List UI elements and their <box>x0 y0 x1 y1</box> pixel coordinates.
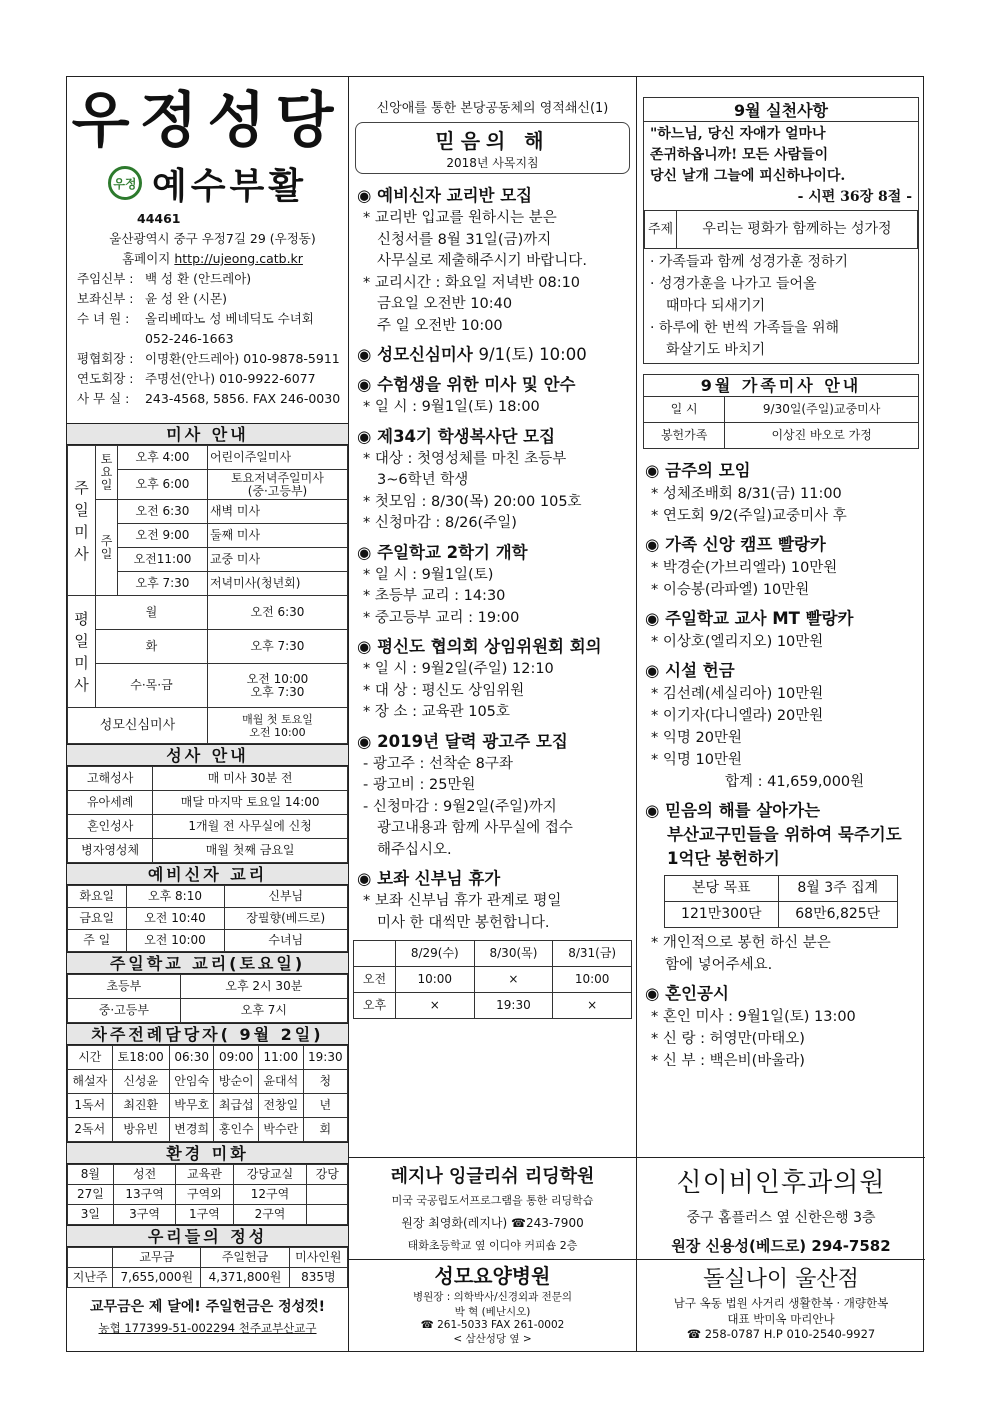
notice-line: 해주십시오. <box>377 841 452 858</box>
notice-line: * 이승봉(라파엘) 10만원 <box>651 582 810 598</box>
offering-heading: 우리들의 정성 <box>67 1225 348 1247</box>
quote-line: "하느님, 당신 자애가 얼마나 <box>650 126 826 142</box>
notice-line: * 대 상 : 평신도 상임위원 <box>363 682 525 699</box>
notice-line: 광고내용과 함께 사무실에 접수 <box>377 820 573 836</box>
theme-label: 주제 <box>645 211 677 249</box>
notice-line: * 박경순(가브리엘라) 10만원 <box>651 560 838 576</box>
offering-note: 교무금은 제 달에! 주일헌금은 정성껏! <box>89 1299 326 1315</box>
liturgy-cell: 홍인수 <box>214 1118 259 1142</box>
notice-line: - 광고주 : 선착순 8구좌 <box>363 755 513 772</box>
mass-name: 토요저녁주일미사 (중·고등부) <box>207 470 347 500</box>
bullet-line: 때마다 되새기기 <box>666 298 766 314</box>
liturgy-cell: 해설자 <box>68 1070 113 1094</box>
sacrament-cell: 매 미사 30분 전 <box>153 767 348 791</box>
family-cell: 봉헌가족 <box>644 423 725 449</box>
facility-total: 합계 : 41,659,000원 <box>725 774 865 790</box>
offering-table <box>67 1247 348 1288</box>
mass-name: 둘째 미사 <box>207 524 347 548</box>
vacation-cell: × <box>395 993 474 1019</box>
catechumen-cell: 금요일 <box>68 908 127 930</box>
notice-title: ◉ 성모신심미사 9/1(토) 10:00 <box>357 345 587 364</box>
practice-title: 9월 실천사항 <box>644 98 918 122</box>
mass-time: 오후 7:30 <box>118 572 208 596</box>
vacation-cell: 8/30(목) <box>474 941 553 967</box>
subtitle: 예수부활 <box>151 164 308 207</box>
liturgy-cell: 회 <box>303 1118 347 1142</box>
sat-label: 토 요 일 <box>96 446 118 500</box>
staff-row: 052-246-1663 <box>141 331 234 346</box>
env-cell: 8월 <box>68 1165 114 1185</box>
staff-row: 주임신부 : 백 성 환 (안드레아) <box>77 271 252 286</box>
env-cell: 27일 <box>68 1185 114 1205</box>
env-cell: 구역외 <box>176 1185 233 1205</box>
bulletin-page <box>66 76 924 1352</box>
liturgy-cell: 박무호 <box>169 1094 214 1118</box>
sacrament-cell: 혼인성사 <box>68 815 153 839</box>
liturgy-cell: 전창일 <box>259 1094 304 1118</box>
subtitle-row <box>67 157 348 209</box>
mass-name: 저녁미사(청년회) <box>207 572 347 596</box>
env-cell: 강당교실 <box>233 1165 307 1185</box>
weekday-time: 오전 10:00 오후 7:30 <box>207 664 347 708</box>
notice-line: * 이상호(엘리지오) 10만원 <box>651 634 824 650</box>
notice-line: * 성체조배회 8/31(금) 11:00 <box>651 486 842 502</box>
weekday-time: 오전 6:30 <box>207 596 347 630</box>
ad-hanbok <box>637 1259 925 1351</box>
practice-box <box>643 97 919 364</box>
rosary-title: 1억단 봉헌하기 <box>667 849 780 868</box>
notice-line: * 익명 10만원 <box>651 752 742 768</box>
homepage-row <box>77 249 348 269</box>
quote <box>644 122 918 210</box>
catechumen-cell: 오후 8:10 <box>126 886 224 908</box>
clinic-location: 중구 홈플러스 옆 신한은행 3층 <box>686 1210 876 1226</box>
ad1-contact: 원장 최영화(레지나) ☎243-7900 <box>401 1216 584 1230</box>
staff-row: 사 무 실 : 243-4568, 5856. FAX 246-0030 <box>77 391 341 406</box>
vacation-cell: 19:30 <box>474 993 553 1019</box>
banner: 신앙애를 통한 본당공동체의 영적쇄신(1) <box>376 101 609 116</box>
offering-cell: 지난주 <box>68 1268 113 1288</box>
ad1-location: 태화초등학교 옆 이디야 커피숍 2층 <box>407 1239 578 1252</box>
liturgy-cell: 11:00 <box>259 1046 304 1070</box>
sunday-school-cell: 초등부 <box>68 975 181 999</box>
notice-title: ◉ 금주의 모임 <box>645 461 751 480</box>
vacation-cell: 오전 <box>354 967 396 993</box>
ad2-location: < 삼산성당 옆 > <box>453 1333 532 1345</box>
mass-name: 새벽 미사 <box>207 500 347 524</box>
church-info <box>67 209 348 409</box>
notice-line: * 일 시 : 9월2일(주일) 12:10 <box>363 661 554 677</box>
middle-column <box>349 77 637 1351</box>
sunday-label: 주 일 미 사 <box>68 446 96 596</box>
catechumen-cell: 오전 10:00 <box>126 930 224 952</box>
env-cell: 강당 <box>307 1165 348 1185</box>
staff-row: 평협회장 : 이명환(안드레아) 010-9878-5911 <box>77 351 340 366</box>
liturgy-cell: 청 <box>303 1070 347 1094</box>
rosary-title: ◉ 믿음의 해를 살아가는 <box>645 801 821 820</box>
catechumen-cell: 신부님 <box>224 886 347 908</box>
notice-line: * 교리반 입교를 원하시는 분은 <box>363 210 557 226</box>
liturgy-cell: 토18:00 <box>112 1046 169 1070</box>
mass-table <box>67 445 348 744</box>
rosary-header: 본당 목표 <box>665 876 778 902</box>
notice-line: * 신 랑 : 허영만(마태오) <box>651 1031 805 1047</box>
hanbok-owner: 대표 박미옥 마리안나 <box>727 1312 835 1326</box>
clinic-name: 신이비인후과의원 <box>676 1168 886 1198</box>
rosary-title: 부산교구민들을 위하여 묵주기도 <box>667 825 902 844</box>
weekday-day: 수·목·금 <box>96 664 208 708</box>
family-table <box>643 396 919 449</box>
notice-line: 함에 넣어주세요. <box>665 957 773 973</box>
notice-line: 사무실로 제출해주시기 바랍니다. <box>377 253 587 269</box>
church-title: 우정성당 <box>71 86 344 156</box>
notice-title: ◉ 2019년 달력 광고주 모집 <box>357 731 568 751</box>
env-cell: 12구역 <box>233 1185 307 1205</box>
notice-title: ◉ 예비신자 교리반 모집 <box>357 186 533 205</box>
notice-title: ◉ 평신도 협의회 상임위원회 회의 <box>357 637 602 656</box>
mass-time: 오전11:00 <box>118 548 208 572</box>
hanbok-phone: ☎ 258-0787 H.P 010-2540-9927 <box>686 1327 876 1341</box>
liturgy-cell: 09:00 <box>214 1046 259 1070</box>
env-cell <box>307 1205 348 1225</box>
homepage-label: 홈페이지 <box>122 251 171 266</box>
sacrament-cell: 고해성사 <box>68 767 153 791</box>
clinic-contact: 원장 신용성(베드로) 294-7582 <box>671 1237 891 1255</box>
address: 울산광역시 중구 우정7길 29 (우정동) <box>109 231 316 246</box>
notice-line: - 신청마감 : 9월2일(주일)까지 <box>363 798 557 815</box>
mass-heading: 미사 안내 <box>67 423 348 445</box>
sunday-school-cell: 오후 7시 <box>180 999 347 1023</box>
ad-ent-clinic <box>637 1157 925 1257</box>
notice-line: * 일 시 : 9월1일(토) 18:00 <box>363 399 540 415</box>
sun-label: 주 일 <box>96 500 118 596</box>
catechumen-cell: 수녀님 <box>224 930 347 952</box>
vacation-cell: 8/29(수) <box>395 941 474 967</box>
rosary-header: 8월 3주 집계 <box>778 876 897 902</box>
vacation-table <box>353 940 632 1019</box>
liturgy-cell: 윤대석 <box>259 1070 304 1094</box>
sacrament-cell: 1개월 전 사무실에 신청 <box>153 815 348 839</box>
notice-title: ◉ 보좌 신부님 휴가 <box>357 869 501 888</box>
notice-title: ◉ 주일학교 2학기 개학 <box>357 542 528 562</box>
left-column <box>67 77 349 1351</box>
catechumen-heading: 예비신자 교리 <box>67 863 348 885</box>
bullet-line: 화살기도 바치기 <box>666 342 766 358</box>
sacrament-cell: 병자영성체 <box>68 839 153 863</box>
staff-list <box>77 269 348 409</box>
bullet-line: · 성경가훈을 나가고 들어올 <box>650 276 817 292</box>
account: 농협 177399-51-002294 천주교부산교구 <box>98 1321 317 1335</box>
practice-bullets <box>644 249 918 363</box>
sunday-school-table <box>67 974 348 1023</box>
liturgy-cell: 안임숙 <box>169 1070 214 1094</box>
postcode: 44461 <box>137 211 181 226</box>
liturgy-table <box>67 1045 348 1142</box>
ad-hospital <box>349 1259 636 1351</box>
env-cell: 1구역 <box>176 1205 233 1225</box>
env-cell: 2구역 <box>233 1205 307 1225</box>
vacation-cell: 10:00 <box>553 967 632 993</box>
liturgy-cell: 방유빈 <box>112 1118 169 1142</box>
notice-line: * 보좌 신부님 휴가 관계로 평일 <box>363 893 562 909</box>
notice-line: 금요일 오전반 10:40 <box>377 296 513 312</box>
mass-name: 교중 미사 <box>207 548 347 572</box>
sacrament-cell: 유아세례 <box>68 791 153 815</box>
staff-row: 보좌신부 : 윤 성 완 (시몬) <box>77 291 228 306</box>
vacation-cell: × <box>553 993 632 1019</box>
family-title: 9월 가족미사 안내 <box>643 374 919 396</box>
liturgy-cell: 1독서 <box>68 1094 113 1118</box>
notice-line: * 연도회 9/2(주일)교중미사 후 <box>651 508 847 524</box>
weekday-day: 화 <box>96 630 208 664</box>
offering-cell: 주일헌금 <box>201 1248 289 1268</box>
mass-time: 오후 6:00 <box>118 470 208 500</box>
offering-cell <box>68 1248 113 1268</box>
ad2-phone: ☎ 261-5033 FAX 261-0002 <box>420 1319 565 1331</box>
notice-title: ◉ 주일학교 교사 MT 빨랑카 <box>645 609 854 628</box>
vacation-cell: 10:00 <box>395 967 474 993</box>
notice-line: * 개인적으로 봉헌 하신 분은 <box>651 935 831 951</box>
vacation-cell: 오후 <box>354 993 396 1019</box>
notice-line: 신청서를 8월 31일(금)까지 <box>377 231 552 248</box>
notice-line: * 익명 20만원 <box>651 730 742 746</box>
liturgy-cell: 19:30 <box>303 1046 347 1070</box>
offering-cell: 7,655,000원 <box>113 1268 201 1288</box>
hanbok-location: 남구 옥동 법원 사거리 생활한복 · 개량한복 <box>673 1296 889 1310</box>
offering-cell: 4,371,800원 <box>201 1268 289 1288</box>
sacrament-cell: 매월 첫째 금요일 <box>153 839 348 863</box>
liturgy-cell: 06:30 <box>169 1046 214 1070</box>
hanbok-name: 돌실나이 울산점 <box>703 1267 859 1292</box>
env-heading: 환경 미화 <box>67 1142 348 1164</box>
sunday-school-heading: 주일학교 교리(토요일) <box>67 952 348 974</box>
catechumen-cell: 주 일 <box>68 930 127 952</box>
catechumen-cell: 장필향(베드로) <box>224 908 347 930</box>
ad2-name2: 박 혁 (베난시오) <box>454 1306 531 1318</box>
staff-row: 수 녀 원 : 올리베따노 성 베네딕도 수녀회 <box>77 311 314 326</box>
env-cell <box>307 1185 348 1205</box>
quote-line: 존귀하옵니까! 모든 사람들이 <box>650 147 829 163</box>
liturgy-cell: 변경희 <box>169 1118 214 1142</box>
vacation-cell <box>354 941 396 967</box>
sacred-mass: 성모신심미사 <box>68 708 208 744</box>
notice-line: * 일 시 : 9월1일(토) <box>363 566 494 583</box>
sacrament-heading: 성사 안내 <box>67 744 348 766</box>
family-cell: 9/30일(주일)교중미사 <box>725 397 919 423</box>
notice-line: * 혼인 미사 : 9월1일(토) 13:00 <box>651 1009 856 1025</box>
rosary-value: 121만300단 <box>665 902 778 928</box>
catechumen-table <box>67 885 348 952</box>
notice-line: * 장 소 : 교육관 105호 <box>363 704 510 720</box>
mass-time: 오전 6:30 <box>118 500 208 524</box>
liturgy-cell: 박수란 <box>259 1118 304 1142</box>
sacred-time: 매월 첫 토요일 오전 10:00 <box>207 708 347 744</box>
env-cell: 성전 <box>113 1165 176 1185</box>
liturgy-cell: 신성윤 <box>112 1070 169 1094</box>
ad2-director: 병원장 : 의학박사/신경외과 전문의 <box>412 1291 573 1303</box>
liturgy-cell: 최급섭 <box>214 1094 259 1118</box>
ad1-name: 레지나 잉글리쉬 리딩학원 <box>390 1166 595 1187</box>
staff-row: 연도회장 : 주명선(안나) 010-9922-6077 <box>77 371 316 386</box>
liturgy-cell: 방순이 <box>214 1070 259 1094</box>
mass-name: 어린이주일미사 <box>207 446 347 470</box>
mass-time: 오전 9:00 <box>118 524 208 548</box>
ad1-desc: 미국 국공립도서프로그램을 통한 리딩학습 <box>391 1194 594 1207</box>
theme-sub: 2018년 사목지침 <box>446 156 539 170</box>
ad2-name: 성모요양병원 <box>434 1264 551 1288</box>
notice-line: * 김선례(세실리아) 10만원 <box>651 686 824 702</box>
theme-table <box>644 210 918 249</box>
notice-line: - 광고비 : 25만원 <box>363 777 476 793</box>
family-cell: 일 시 <box>644 397 725 423</box>
liturgy-heading: 차주전례담당자( 9월 2일) <box>67 1023 348 1045</box>
ad-reading-academy <box>349 1157 636 1257</box>
notice-line: * 이기자(다니엘라) 20만원 <box>651 708 824 724</box>
family-mass <box>643 374 919 449</box>
rosary-table <box>664 875 898 928</box>
offering-cell: 미사인원 <box>289 1248 347 1268</box>
vacation-cell: 8/31(금) <box>553 941 632 967</box>
catechumen-cell: 오전 10:40 <box>126 908 224 930</box>
notice-line: * 신청마감 : 8/26(주일) <box>363 515 517 531</box>
notice-line: * 초등부 교리 : 14:30 <box>363 588 506 604</box>
quote-line: 당신 날개 그늘에 피신하나이다. <box>650 168 846 184</box>
sacrament-table <box>67 766 348 863</box>
weekday-label: 평 일 미 사 <box>68 596 96 708</box>
notice-title: ◉ 시설 헌금 <box>645 661 735 680</box>
family-cell: 이상진 바오로 가정 <box>725 423 919 449</box>
liturgy-cell: 2독서 <box>68 1118 113 1142</box>
offering-cell: 835명 <box>289 1268 347 1288</box>
env-cell: 13구역 <box>113 1185 176 1205</box>
notice-line: 3~6학년 학생 <box>377 472 469 488</box>
vacation-table-wrap <box>353 940 632 1019</box>
notice-line: * 대상 : 첫영성체를 마친 초등부 <box>363 450 567 467</box>
weekday-time: 오후 7:30 <box>207 630 347 664</box>
rosary-value: 68만6,825단 <box>778 902 897 928</box>
bullet-line: · 하루에 한 번씩 가족들을 위해 <box>650 320 839 336</box>
quote-line: - 시편 36장 8절 - <box>797 189 912 205</box>
offering-cell: 교무금 <box>113 1248 201 1268</box>
liturgy-cell: 최진환 <box>112 1094 169 1118</box>
liturgy-cell: 년 <box>303 1094 347 1118</box>
catechumen-cell: 화요일 <box>68 886 127 908</box>
notice-title: ◉ 제34기 학생복사단 모집 <box>357 426 556 446</box>
env-cell: 3구역 <box>113 1205 176 1225</box>
notice-title: ◉ 가족 신앙 캠프 빨랑카 <box>645 535 826 554</box>
right-column <box>637 77 925 1351</box>
mass-time: 오후 4:00 <box>118 446 208 470</box>
homepage-link[interactable]: http://ujeong.catb.kr <box>174 251 303 266</box>
vacation-cell: × <box>474 967 553 993</box>
theme-box <box>355 122 630 174</box>
notice-title: ◉ 수험생을 위한 미사 및 안수 <box>357 375 576 394</box>
theme-text: 우리는 평화가 함께하는 성가정 <box>677 211 918 249</box>
sacrament-cell: 매달 마지막 토요일 14:00 <box>153 791 348 815</box>
notices <box>349 174 636 938</box>
notice-line: 미사 한 대씩만 봉헌합니다. <box>377 914 550 931</box>
mass-section <box>67 423 348 1336</box>
env-table <box>67 1164 348 1225</box>
right-notices <box>637 449 925 1076</box>
church-logo-icon: 우정 <box>108 166 142 200</box>
env-cell: 3일 <box>68 1205 114 1225</box>
notice-line: * 첫모임 : 8/30(목) 20:00 105호 <box>363 493 582 510</box>
notice-line: * 신 부 : 백은비(바울라) <box>651 1053 805 1069</box>
liturgy-cell: 시간 <box>68 1046 113 1070</box>
bullet-line: · 가족들과 함께 성경가훈 정하기 <box>650 254 849 270</box>
notice-title: ◉ 혼인공시 <box>645 984 729 1003</box>
notice-line: * 교리시간 : 화요일 저녁반 08:10 <box>363 274 581 291</box>
notice-line: * 중고등부 교리 : 19:00 <box>363 609 520 626</box>
env-cell: 교육관 <box>176 1165 233 1185</box>
sunday-school-cell: 중·고등부 <box>68 999 181 1023</box>
notice-line: 주 일 오전반 10:00 <box>377 317 503 334</box>
sunday-school-cell: 오후 2시 30분 <box>180 975 347 999</box>
theme: 믿음의 해 <box>435 129 550 153</box>
weekday-day: 월 <box>96 596 208 630</box>
